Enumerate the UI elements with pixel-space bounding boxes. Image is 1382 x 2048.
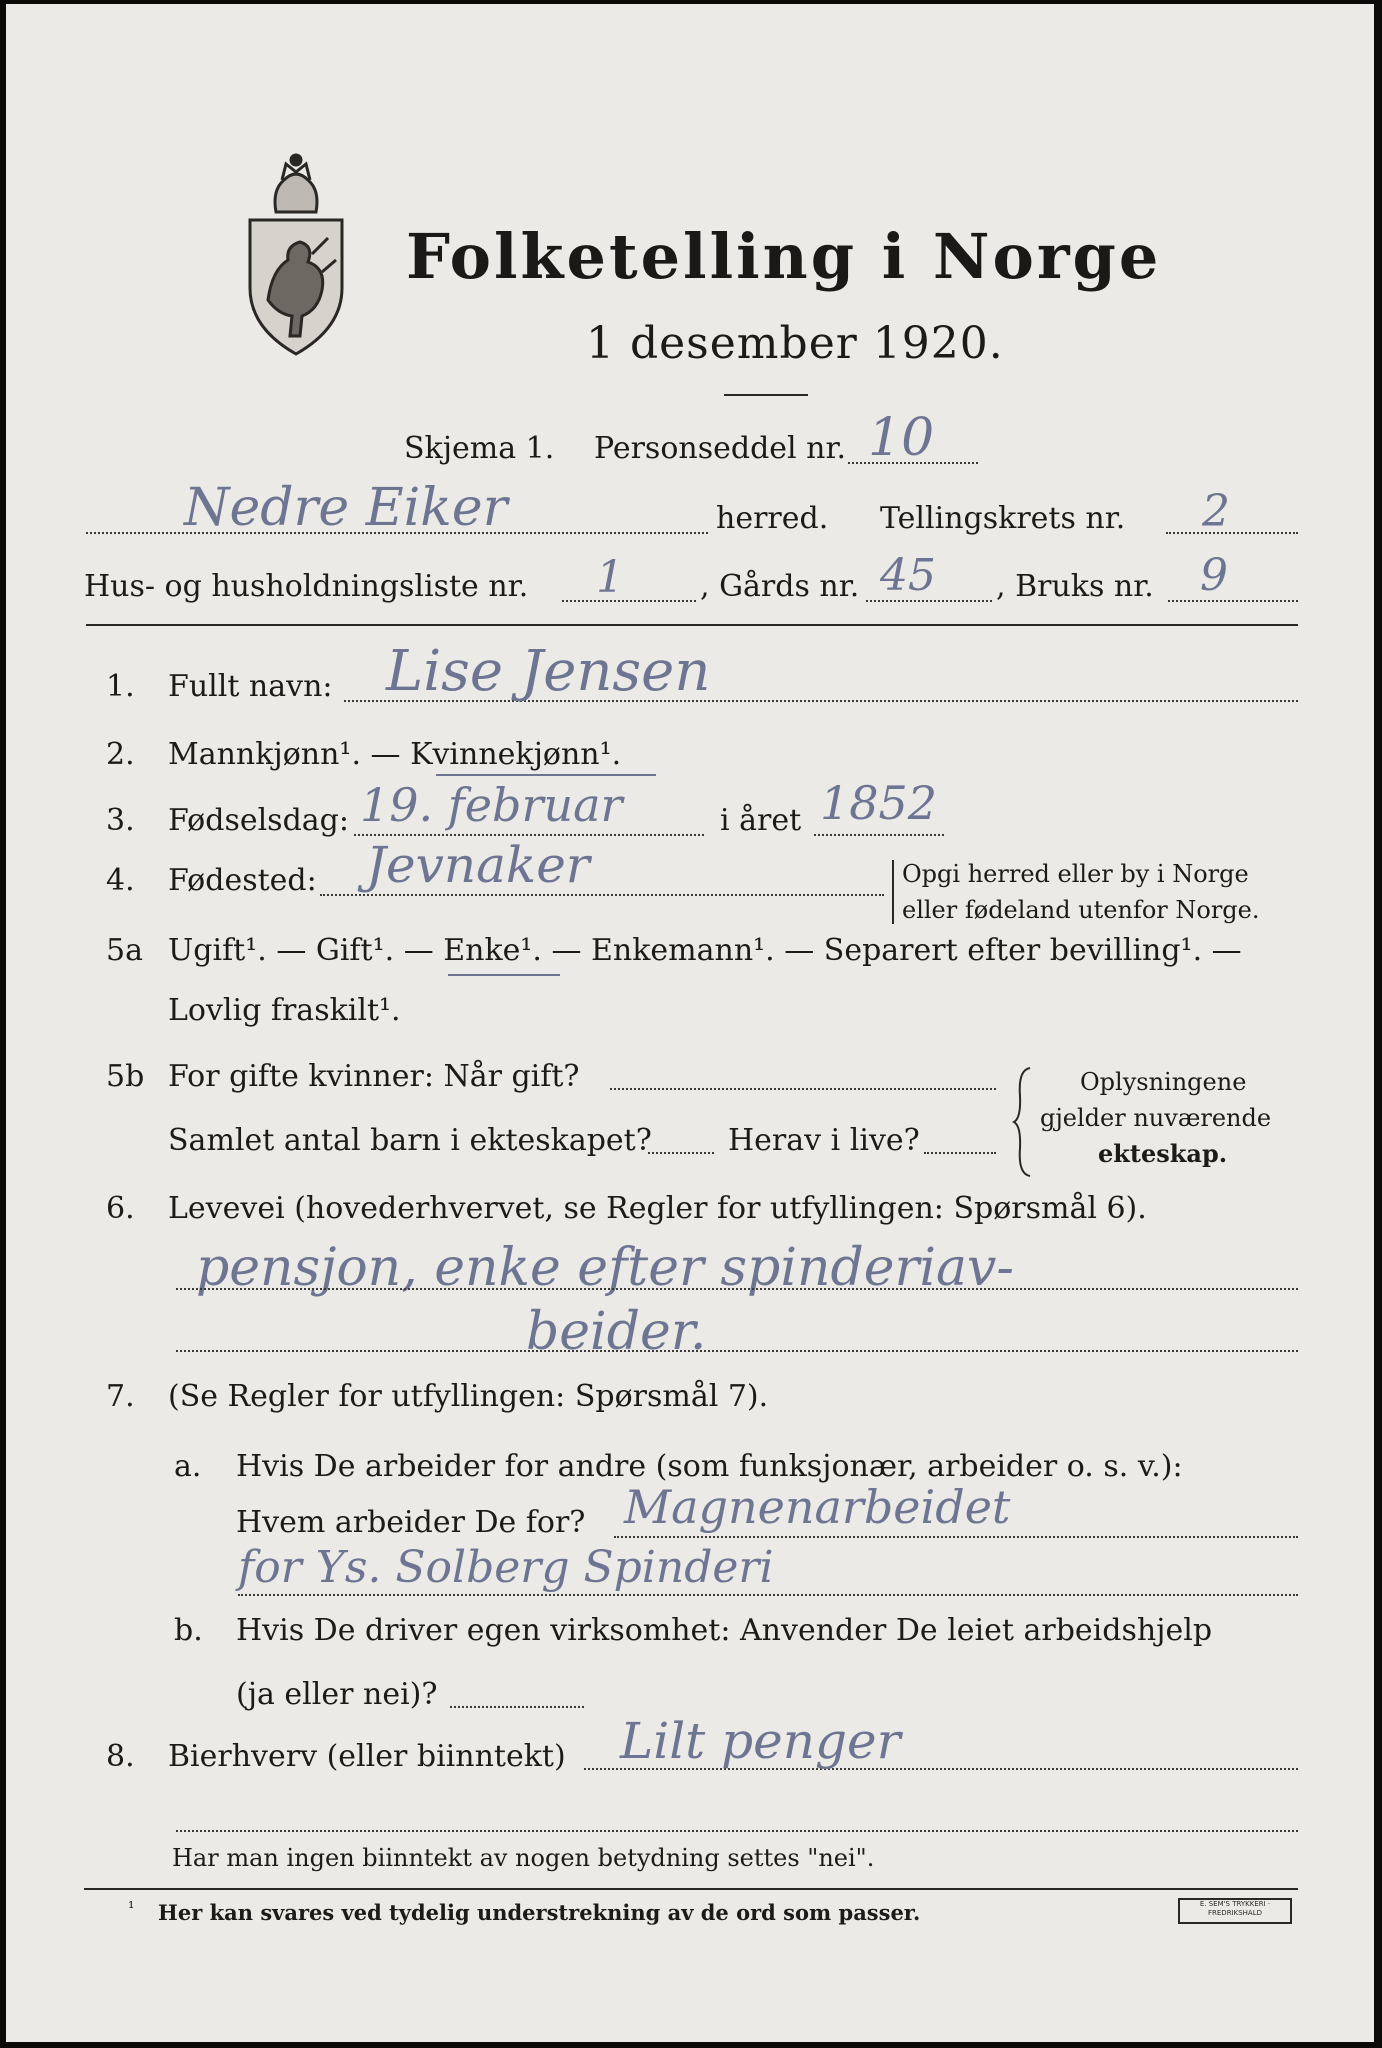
divider bbox=[724, 394, 808, 396]
q7a-label-2: Hvem arbeider De for? bbox=[236, 1505, 586, 1540]
q5b-note-2: gjelder nuværende bbox=[1040, 1104, 1272, 1132]
q3-label: Fødselsdag: bbox=[168, 803, 349, 838]
bruks-label: , Bruks nr. bbox=[996, 569, 1154, 604]
q4-number: 4. bbox=[106, 863, 135, 898]
q5a-label-2: Lovlig fraskilt¹. bbox=[168, 993, 401, 1028]
skjema-label: Skjema 1. bbox=[404, 431, 555, 466]
q4-line bbox=[320, 894, 884, 896]
header-rule bbox=[86, 624, 1298, 626]
q7-label: (Se Regler for utfyllingen: Spørsmål 7). bbox=[168, 1379, 769, 1414]
herred-value: Nedre Eiker bbox=[184, 478, 508, 538]
hus-value: 1 bbox=[596, 552, 624, 603]
q5b-label-2: Samlet antal barn i ekteskapet? bbox=[168, 1123, 652, 1158]
q7a-letter: a. bbox=[174, 1449, 202, 1484]
gards-value: 45 bbox=[880, 550, 936, 601]
herred-label: herred. bbox=[716, 501, 829, 536]
footnote-rule bbox=[84, 1888, 1298, 1890]
q4-brace bbox=[892, 860, 894, 924]
q6-value-1: pensjon, enke efter spinderiav- bbox=[196, 1238, 1014, 1298]
q4-note-1: Opgi herred eller by i Norge bbox=[902, 860, 1249, 888]
q3-year-label: i året bbox=[720, 803, 802, 838]
q5b-number: 5b bbox=[106, 1059, 145, 1094]
q5b-line-3 bbox=[924, 1152, 996, 1154]
q6-label: Levevei (hovederhvervet, se Regler for utfyllingen: Spørsmål 6). bbox=[168, 1191, 1147, 1226]
q7b-label: Hvis De driver egen virksomhet: Anvender De leiet arbeidshjelp bbox=[236, 1613, 1213, 1648]
q1-label: Fullt navn: bbox=[168, 669, 333, 704]
tellingskrets-line bbox=[1166, 532, 1298, 534]
q4-label: Fødested: bbox=[168, 863, 317, 898]
bruks-line bbox=[1168, 600, 1298, 602]
q7b-line bbox=[450, 1706, 584, 1708]
q2-number: 2. bbox=[106, 737, 135, 772]
tellingskrets-label: Tellingskrets nr. bbox=[880, 501, 1126, 536]
q5b-brace-icon bbox=[1012, 1066, 1034, 1178]
q3-value: 19. februar bbox=[360, 778, 623, 832]
q2-underline bbox=[436, 774, 656, 776]
q6-number: 6. bbox=[106, 1191, 135, 1226]
q5a-label: Ugift¹. — Gift¹. — Enke¹. — Enkemann¹. — Separert efter bevilling¹. — bbox=[168, 933, 1242, 968]
q1-number: 1. bbox=[106, 669, 135, 704]
bruks-value: 9 bbox=[1200, 550, 1228, 601]
q7a-line bbox=[614, 1536, 1298, 1538]
footnote-text: Her kan svares ved tydelig understrekning av de ord som passer. bbox=[158, 1900, 921, 1925]
q1-value: Lise Jensen bbox=[386, 639, 711, 704]
q7a-value-1: Magnenarbeidet bbox=[624, 1480, 1011, 1534]
q7b-letter: b. bbox=[174, 1613, 203, 1648]
q5b-label: For gifte kvinner: Når gift? bbox=[168, 1059, 580, 1094]
q6-line-2 bbox=[176, 1350, 1298, 1352]
q3-year-value: 1852 bbox=[820, 776, 938, 830]
q8-note: Har man ingen biinntekt av nogen betydning settes "nei". bbox=[172, 1844, 875, 1872]
hus-label: Hus- og husholdningsliste nr. bbox=[84, 569, 529, 604]
q5a-underline bbox=[448, 974, 560, 976]
q7-number: 7. bbox=[106, 1379, 135, 1414]
q4-value: Jevnaker bbox=[366, 836, 590, 894]
census-form bbox=[6, 4, 1374, 2042]
q8-line-2 bbox=[176, 1830, 1298, 1832]
q7a-line-2 bbox=[238, 1594, 1298, 1596]
q7a-value-2: for Ys. Solberg Spinderi bbox=[238, 1542, 774, 1593]
printer-stamp: E. SEM'S TRYKKERI · FREDRIKSHALD bbox=[1178, 1898, 1292, 1924]
footnote-mark: ¹ bbox=[128, 1898, 135, 1917]
q8-number: 8. bbox=[106, 1739, 135, 1774]
form-title: Folketelling i Norge bbox=[406, 220, 1162, 293]
q5b-line bbox=[610, 1088, 996, 1090]
tellingskrets-value: 2 bbox=[1202, 486, 1230, 537]
form-date: 1 desember 1920. bbox=[586, 318, 1004, 369]
q5b-label-3: Herav i live? bbox=[728, 1123, 920, 1158]
q5a-number: 5a bbox=[106, 933, 143, 968]
q2-label: Mannkjønn¹. — Kvinnekjønn¹. bbox=[168, 737, 622, 772]
q6-value-2: beider. bbox=[526, 1302, 707, 1362]
q7a-label: Hvis De arbeider for andre (som funksjonær, arbeider o. s. v.): bbox=[236, 1449, 1183, 1484]
gards-label: , Gårds nr. bbox=[700, 569, 860, 604]
q5b-note-3: ekteskap. bbox=[1098, 1139, 1228, 1168]
q8-value: Lilt penger bbox=[620, 1712, 901, 1770]
q5b-note-1: Oplysningene bbox=[1080, 1068, 1247, 1096]
q6-line-1 bbox=[176, 1288, 1298, 1290]
personseddel-value: 10 bbox=[868, 408, 935, 468]
q3-year-line bbox=[814, 834, 944, 836]
q7b-label-2: (ja eller nei)? bbox=[236, 1677, 438, 1712]
hus-line bbox=[562, 600, 696, 602]
q8-label: Bierhverv (eller biinntekt) bbox=[168, 1739, 566, 1774]
q5b-line-2 bbox=[648, 1152, 714, 1154]
personseddel-label: Personseddel nr. bbox=[594, 431, 847, 466]
coat-of-arms-icon bbox=[242, 150, 350, 358]
q4-note-2: eller fødeland utenfor Norge. bbox=[902, 896, 1260, 924]
q3-number: 3. bbox=[106, 803, 135, 838]
